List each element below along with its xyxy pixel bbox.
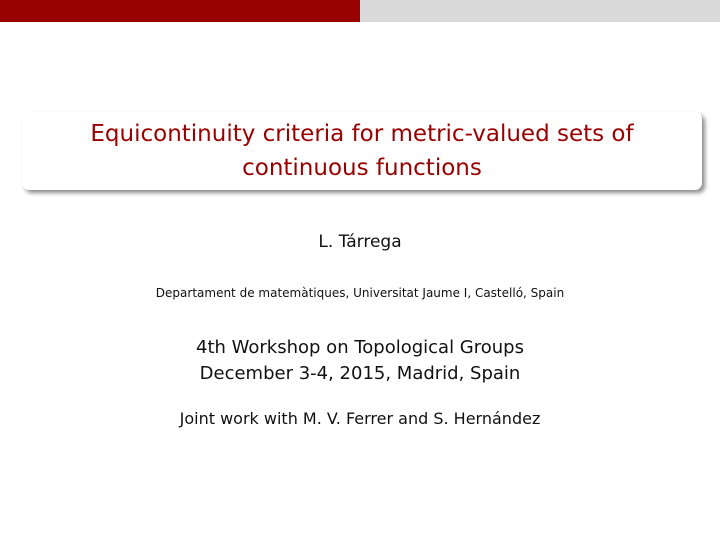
progress-fill (0, 0, 360, 22)
joint-work: Joint work with M. V. Ferrer and S. Hernández (179, 409, 541, 428)
event-date-location: December 3-4, 2015, Madrid, Spain (199, 363, 521, 384)
affiliation: Departament de matemàtiques, Universitat Jaume I, Castelló, Spain (155, 286, 565, 300)
slide-title (90, 117, 633, 185)
event-info (0, 335, 720, 387)
progress-bar (0, 0, 720, 22)
title-box (22, 112, 702, 190)
event-name: 4th Workshop on Topological Groups (196, 337, 524, 358)
title-line-2: continuous functions (242, 155, 482, 181)
title-line-1: Equicontinuity criteria for metric-valued sets of (90, 121, 634, 147)
author: L. Tárrega (318, 232, 402, 252)
